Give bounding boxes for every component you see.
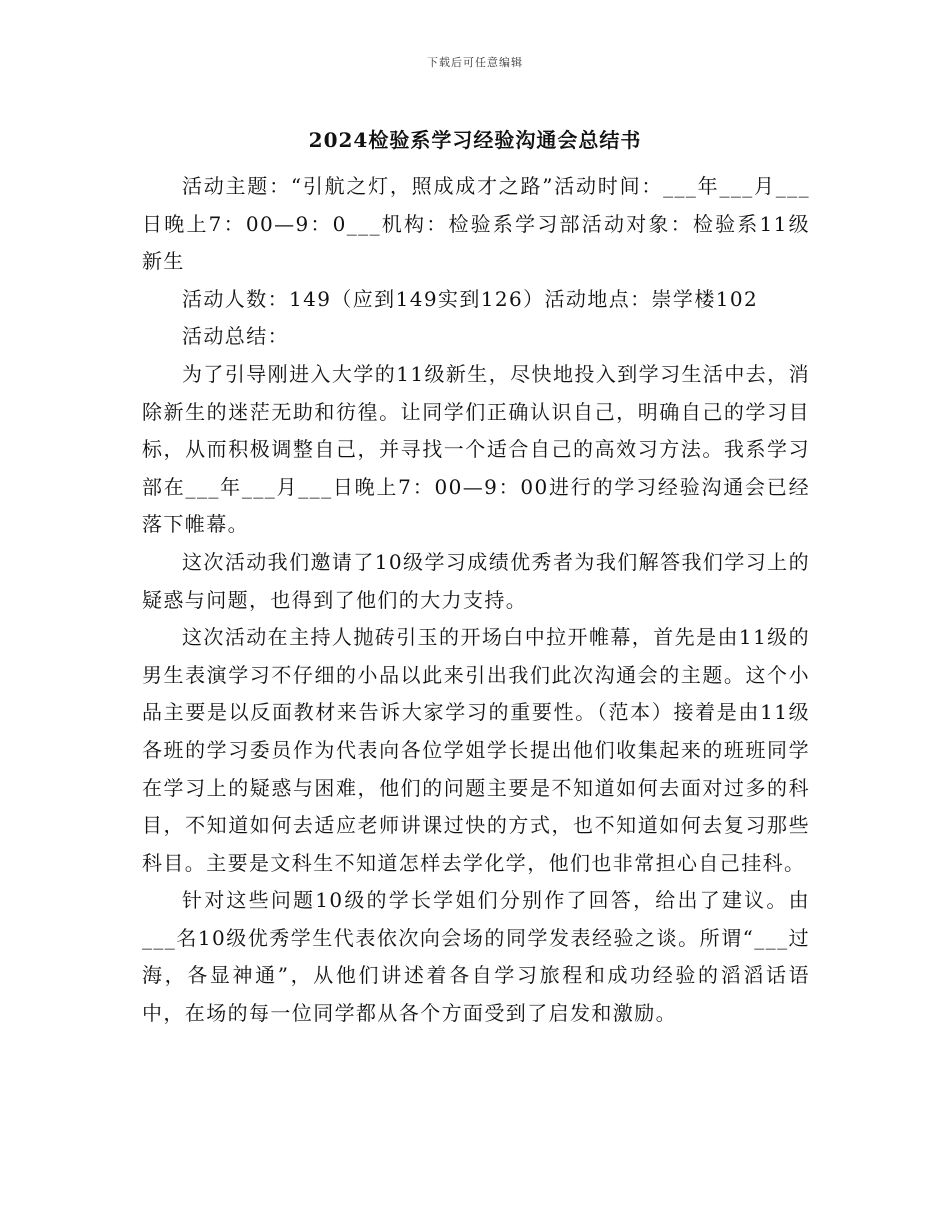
paragraph-activity-info: 活动主题：“引航之灯，照成成才之路”活动时间：___年___月___日晚上7：00—9：0___机构：检验系学习部活动对象：检验系11级新生 (142, 174, 810, 274)
paragraph-answers: 针对这些问题10级的学长学姐们分别作了回答，给出了建议。由___名10级优秀学生代表依次向会场的同学发表经验之谈。所谓“___过海，各显神通”，从他们讲述着各自学习旅程和成功经验的滔滔话语中，在场的每一位同学都从各个方面受到了启发和激励。 (142, 888, 810, 1026)
paragraph-purpose: 为了引导刚进入大学的11级新生，尽快地投入到学习生活中去，消除新生的迷茫无助和彷徨。让同学们正确认识自己，明确自己的学习目标，从而积极调整自己，并寻找一个适合自己的高效习方法。我系学习部在___年___月___日晚上7：00—9：00进行的学习经验沟通会已经落下帷幕。 (142, 361, 810, 537)
paragraph-attendance-location: 活动人数：149（应到149实到126）活动地点：崇学楼102 (182, 286, 759, 311)
paragraph-summary-heading: 活动总结： (182, 324, 289, 349)
page-header-note: 下载后可任意编辑 (427, 56, 523, 69)
paragraph-process: 这次活动在主持人抛砖引玉的开场白中拉开帷幕，首先是由11级的男生表演学习不仔细的小品以此来引出我们此次沟通会的主题。这个小品主要是以反面教材来告诉大家学习的重要性。（范本）接着是由11级各班的学习委员作为代表向各位学姐学长提出他们收集起来的班班同学在学习上的疑惑与困难，他们的问题主要是不知道如何去面对过多的科目，不知道如何去适应老师讲课过快的方式，也不知道如何去复习那些科目。主要是文科生不知道怎样去学化学，他们也非常担心自己挂科。 (142, 625, 810, 875)
paragraph-invitation: 这次活动我们邀请了10级学习成绩优秀者为我们解答我们学习上的疑惑与问题，也得到了他们的大力支持。 (142, 549, 810, 612)
document-body (142, 168, 810, 1033)
document-title: 2024检验系学习经验沟通会总结书 (308, 128, 642, 152)
